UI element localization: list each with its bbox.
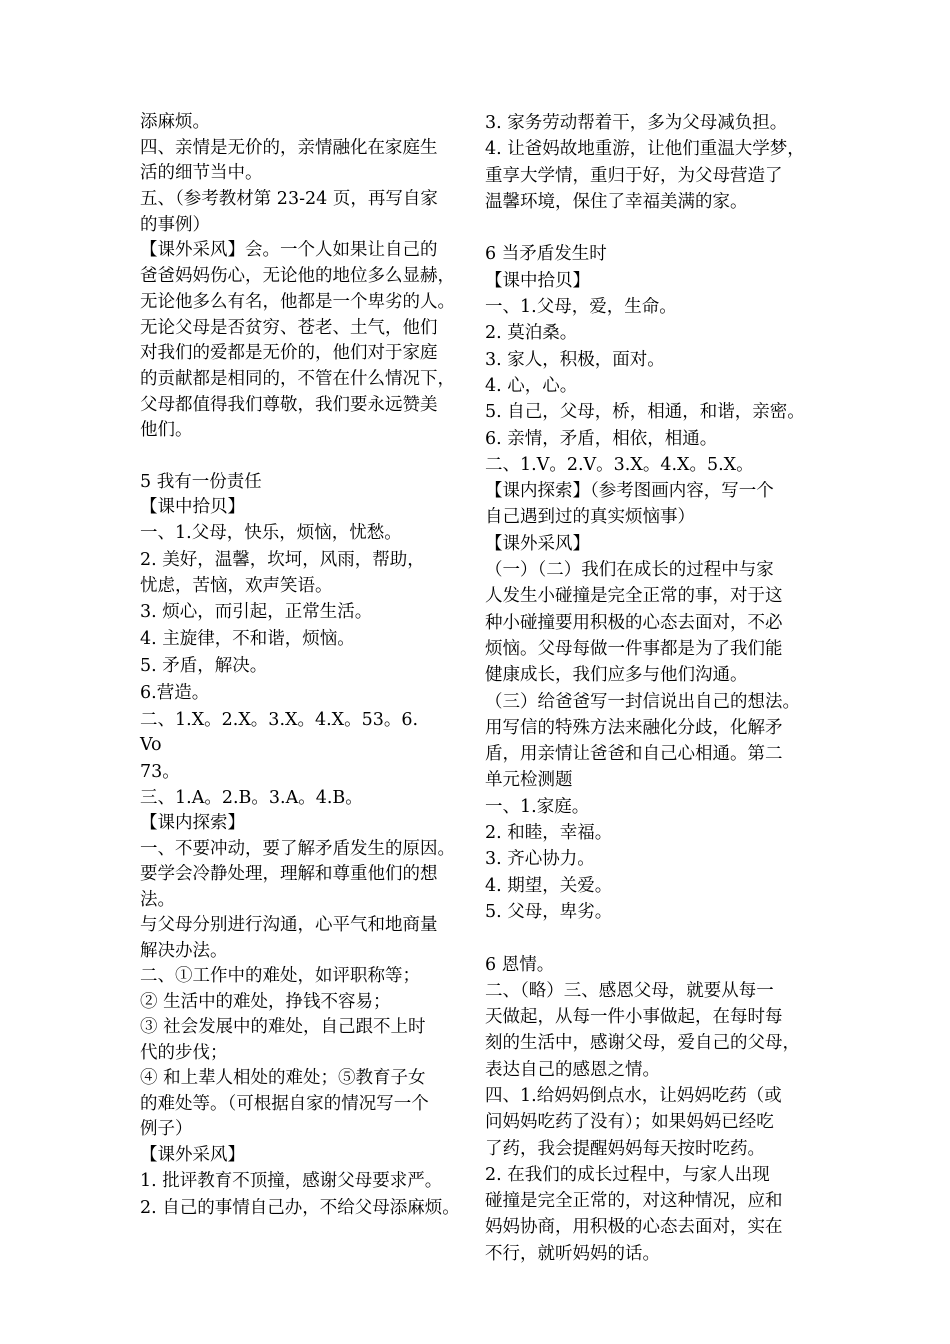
text-line: 【课内探索】（参考图画内容，写一个 — [485, 481, 774, 502]
text-line: 4. 主旋律，不和谐，烦恼。 — [140, 629, 355, 650]
text-line: 的贡献都是相同的，不管在什么情况下， — [140, 368, 455, 389]
text-line: 【课内探索】 — [140, 813, 245, 834]
text-line: ④ 和上辈人相处的难处；⑤教育子女 — [140, 1068, 426, 1089]
text-line: 种小碰撞要用积极的心态去面对，不必 — [485, 612, 783, 633]
text-line: 四、1.给妈妈倒点水，让妈妈吃药（或 — [485, 1085, 782, 1106]
text-line: 【课中拾贝】 — [485, 270, 590, 291]
text-line: 温馨环境，保住了幸福美满的家。 — [485, 191, 748, 212]
text-line: 3. 烦心，而引起，正常生活。 — [140, 602, 373, 623]
text-line: （三）给爸爸写一封信说出自己的想法。 — [485, 691, 800, 712]
text-line: 无论父母是否贫穷、苍老、土气，他们 — [140, 317, 438, 338]
text-line: 添麻烦。 — [140, 112, 210, 132]
text-line: 2. 自己的事情自己办，不给父母添麻烦。 — [140, 1198, 460, 1219]
text-line: 5 我有一份责任 — [140, 471, 262, 492]
text-line — [485, 215, 830, 241]
text-line: 6 恩情。 — [485, 954, 555, 975]
text-line: 解决办法。 — [140, 940, 228, 961]
text-line: 与父母分别进行沟通，心平气和地商量 — [140, 915, 438, 936]
text-line: 5. 矛盾，解决。 — [140, 656, 268, 677]
text-line: 一、不要冲动，要了解矛盾发生的原因。 — [140, 838, 455, 859]
text-line: 6. 亲情，矛盾，相依，相通。 — [485, 428, 718, 449]
text-line: 无论他多么有名，他都是一个卑劣的人。 — [140, 291, 455, 312]
text-line: 二、（略）三、感恩父母，就要从每一 — [485, 980, 774, 1001]
text-line: 4. 期望，关爱。 — [485, 875, 613, 896]
text-line: 不行，就听妈妈的话。 — [485, 1243, 660, 1264]
text-line: 6 当矛盾发生时 — [485, 244, 607, 265]
text-line: 单元检测题 — [485, 770, 573, 791]
text-line: 【课中拾贝】 — [140, 497, 245, 518]
text-line: 天做起，从每一件小事做起，在每时每 — [485, 1007, 783, 1028]
text-line: 刻的生活中，感谢父母，爱自己的父母， — [485, 1033, 800, 1054]
text-line: 【课外采风】 — [140, 1144, 245, 1165]
text-line: 盾，用亲情让爸爸和自己心相通。第二 — [485, 744, 783, 765]
text-line: 法。 — [140, 889, 175, 910]
text-line: 烦恼。父母每做一件事都是为了我们能 — [485, 638, 783, 659]
text-line: 2. 莫泊桑。 — [485, 323, 578, 344]
right-column — [485, 110, 830, 1267]
text-line: 【课外采风】 — [485, 533, 590, 554]
text-line: 一、1.父母，爱，生命。 — [485, 297, 677, 318]
text-line: 用写信的特殊方法来融化分歧，化解矛 — [485, 717, 783, 738]
text-line: 【课外采风】会。一个人如果让自己的 — [140, 240, 438, 261]
text-line: 忧虑，苦恼，欢声笑语。 — [140, 575, 333, 596]
text-line: 5. 父母，卑劣。 — [485, 901, 613, 922]
text-line: 3. 家务劳动帮着干，多为父母减负担。 — [485, 113, 788, 133]
text-line: 重享大学情，重归于好，为父母营造了 — [485, 165, 783, 186]
text-line: 对我们的爱都是无价的，他们对于家庭 — [140, 343, 438, 364]
text-line: 人发生小碰撞是完全正常的事，对于这 — [485, 586, 783, 607]
text-line: 1. 批评教育不顶撞，感谢父母要求严。 — [140, 1171, 443, 1192]
text-line: （一）（二）我们在成长的过程中与家 — [485, 560, 774, 581]
text-line — [140, 444, 480, 470]
text-line: 4. 让爸妈故地重游，让他们重温大学梦， — [485, 139, 805, 160]
text-line: 碰撞是完全正常的，对这种情况，应和 — [485, 1191, 783, 1212]
text-line: 妈妈协商，用积极的心态去面对，实在 — [485, 1217, 783, 1238]
text-line: 2. 在我们的成长过程中，与家人出现 — [485, 1164, 770, 1185]
text-line: 四、亲情是无价的，亲情融化在家庭生 — [140, 137, 438, 158]
text-line: 自己遇到过的真实烦恼事） — [485, 507, 695, 528]
text-line: 3. 家人，积极，面对。 — [485, 349, 665, 370]
text-line: 了药，我会提醒妈妈每天按时吃药。 — [485, 1138, 765, 1159]
text-line: 三、1.A。2.B。3.A。4.B。 — [140, 787, 363, 808]
text-line: 5. 自己，父母，桥，相通，和谐，亲密。 — [485, 402, 805, 423]
text-line: 4. 心，心。 — [485, 375, 578, 396]
text-line — [485, 925, 830, 951]
text-line: 代的步伐； — [140, 1042, 228, 1063]
text-line: 一、1.家庭。 — [485, 796, 590, 817]
text-line: ③ 社会发展中的难处，自己跟不上时 — [140, 1017, 426, 1038]
text-line: Vo — [140, 735, 162, 756]
text-line: 二、1.X。2.X。3.X。4.X。53。6. — [140, 710, 419, 731]
text-line: 6.营造。 — [140, 683, 210, 704]
text-line: 父母都值得我们尊敬，我们要永远赞美 — [140, 394, 438, 415]
text-line: 五、（参考教材第 23-24 页，再写自家 — [140, 189, 438, 210]
text-line: 问妈妈吃药了没有）；如果妈妈已经吃 — [485, 1112, 774, 1133]
text-line: 3. 齐心协力。 — [485, 849, 595, 870]
text-line: 二、①工作中的难处，如评职称等； — [140, 966, 420, 987]
text-line: 他们。 — [140, 420, 193, 441]
text-line: 爸爸妈妈伤心，无论他的地位多么显赫， — [140, 266, 455, 287]
text-line: 的难处等。（可根据自家的情况写一个 — [140, 1093, 429, 1114]
text-line: 一、1.父母，快乐，烦恼，忧愁。 — [140, 523, 402, 543]
text-line: 2. 美好，温馨，坎坷，风雨，帮助， — [140, 549, 425, 570]
text-line: 要学会冷静处理，理解和尊重他们的想 — [140, 864, 438, 885]
text-line: 二、1.V。2.V。3.X。4.X。5.X。 — [485, 454, 754, 475]
text-line: 2. 和睦，幸福。 — [485, 823, 613, 844]
text-line: ② 生活中的难处，挣钱不容易； — [140, 991, 391, 1012]
text-line: 的事例） — [140, 214, 210, 235]
left-column — [140, 110, 480, 1222]
text-line: 73。 — [140, 761, 180, 782]
text-line: 活的细节当中。 — [140, 163, 263, 184]
text-line: 健康成长，我们应多与他们沟通。 — [485, 665, 748, 686]
text-line: 例子） — [140, 1119, 193, 1140]
text-line: 表达自己的感恩之情。 — [485, 1059, 660, 1080]
